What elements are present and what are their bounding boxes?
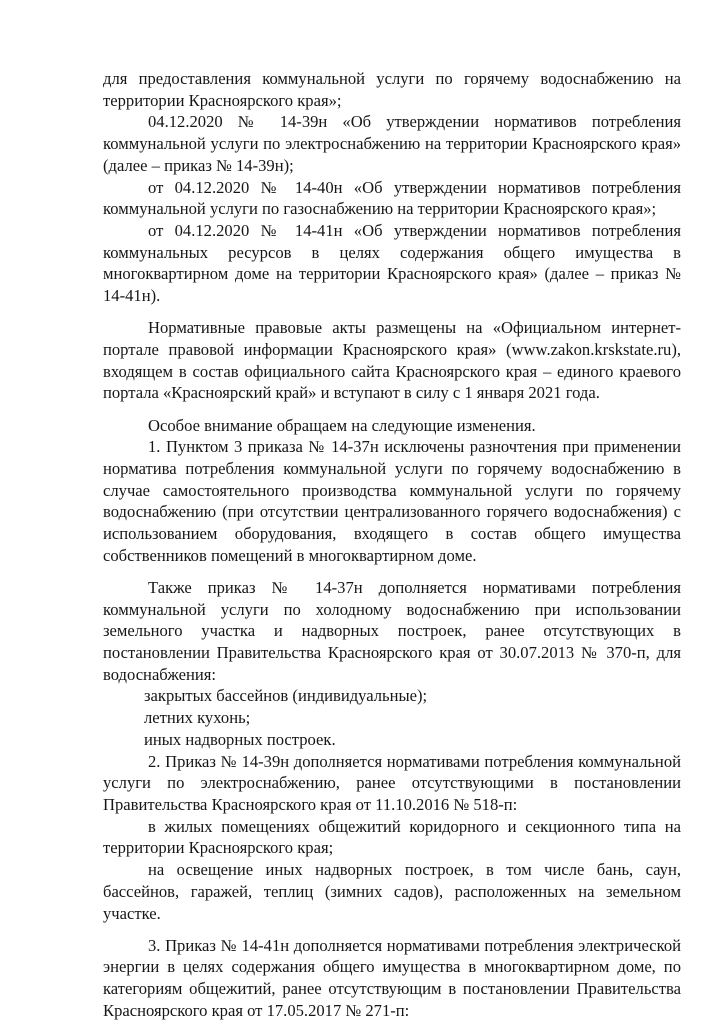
paragraph-order-14-37n-addition: Также приказ № 14-37н дополняется нормативами потребления коммунальной услуги по холодному водоснабжению при использовании земельного участка и надворных построек, ранее отсутствующих в постановлении Правительства Красноярского края от 30.07.2013 № 370-п, для водоснабжения: [103, 577, 681, 684]
paragraph-order-14-41n: от 04.12.2020 № 14-41н «Об утверждении нормативов потребления коммунальных ресурсов в целях содержания общего имущества в многоквартирном доме на территории Красноярского края» (далее – приказ № 14-41н). [103, 220, 681, 306]
list-item-other-buildings: иных надворных построек. [144, 729, 336, 749]
paragraph-order-14-39n: 04.12.2020 № 14-39н «Об утверждении нормативов потребления коммунальной услуги по электроснабжению на территории Красноярского края» (далее – приказ № 14-39н); [103, 112, 681, 175]
paragraph-item-3: 3. Приказ № 14-41н дополняется нормативами потребления электрической энергии в целях содержания общего имущества в многоквартирном доме, по категориям общежитий, ранее отсутствующим в постановлении Правительства Красноярского края от 17.05.2017 № 271-п: [103, 935, 681, 1020]
paragraph-order-14-40n: от 04.12.2020 № 14-40н «Об утверждении нормативов потребления коммунальной услуги по газоснабжению на территории Красноярского края»; [103, 177, 681, 219]
list-item-pools: закрытых бассейнов (индивидуальные); [144, 686, 428, 706]
paragraph-item-2: 2. Приказ № 14-39н дополняется нормативами потребления коммунальной услуги по электроснабжению, ранее отсутствующими в постановлении Правительства Красноярского края от 11.10.2016 № 518-п: [103, 751, 681, 814]
document-body [103, 68, 681, 1022]
paragraph-item-1: 1. Пунктом 3 приказа № 14-37н исключены разночтения при применении норматива потребления коммунальной услуги по горячему водоснабжению в случае самостоятельного производства коммунальной услуги по горячему водоснабжению (при отсутствии централизованного горячего водоснабжения) с использованием оборудования, входящего в состав общего имущества собственников помещений в многоквартирном доме. [103, 437, 681, 565]
paragraph-publication-info: Нормативные правовые акты размещены на «Официальном интернет-портале правовой информации Красноярского края» (www.zakon.krskstate.ru), входящем в состав официального сайта Красноярского края – единого краевого портала «Красноярский край» и вступают в силу с 1 января 2021 года. [103, 318, 681, 403]
paragraph-attention: Особое внимание обращаем на следующие изменения. [148, 415, 536, 435]
paragraph-intro-continuation: для предоставления коммунальной услуги по горячему водоснабжению на территории Красноярского края»; [103, 69, 681, 110]
list-item-dormitories: в жилых помещениях общежитий коридорного и секционного типа на территории Красноярского края; [103, 816, 681, 858]
list-item-lighting: на освещение иных надворных построек, в том числе бань, саун, бассейнов, гаражей, теплиц (зимних садов), расположенных на земельном участке. [103, 860, 681, 923]
list-item-summer-kitchens: летних кухонь; [144, 708, 251, 728]
